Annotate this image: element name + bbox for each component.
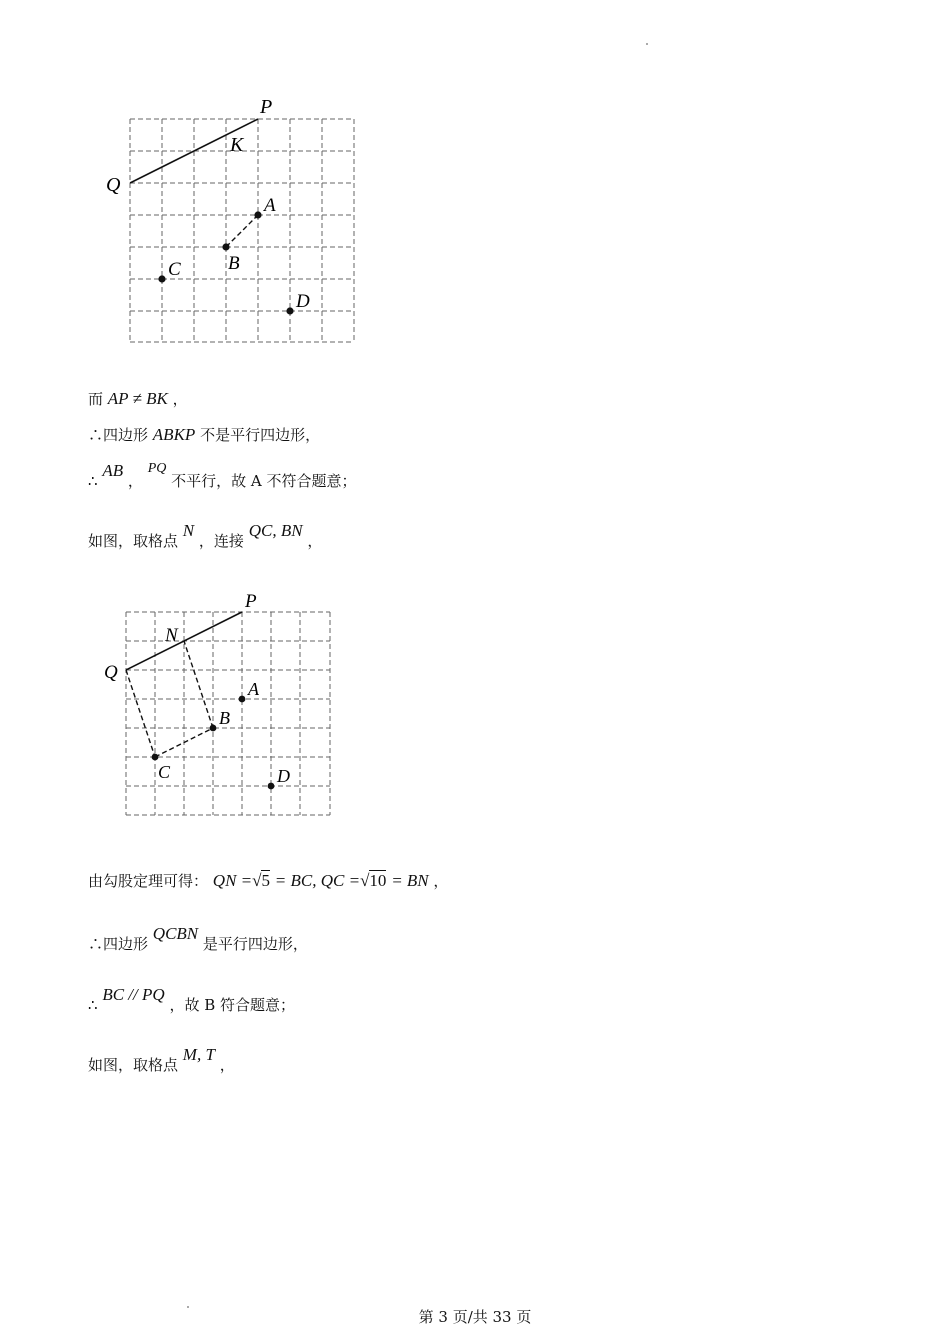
line4-mid: ，连接 bbox=[198, 532, 244, 550]
line4-prefix: 如图，取格点 bbox=[88, 532, 179, 550]
line5-math-part2: = BC, QC = bbox=[274, 871, 361, 890]
sqrt-sign-1: √ bbox=[252, 871, 262, 890]
line6-prefix: ∴四边形 bbox=[88, 935, 149, 953]
label-A-2: A bbox=[248, 679, 259, 699]
line7-math: BC // PQ bbox=[102, 985, 165, 1004]
scan-speck bbox=[646, 43, 648, 45]
line3-suffix: 不平行，故 A 不符合题意； bbox=[171, 472, 357, 490]
text-line-7 bbox=[88, 985, 296, 1015]
label-C-2: C bbox=[158, 762, 171, 782]
line1-math: AP ≠ BK bbox=[107, 389, 168, 408]
label-Q-2: Q bbox=[104, 662, 118, 683]
line3-prefix: ∴ bbox=[88, 472, 98, 490]
line3-math-AB: AB bbox=[102, 461, 124, 480]
line4-math-QC-BN: QC, BN bbox=[248, 521, 303, 540]
line5-math-part3: = BN bbox=[391, 871, 429, 890]
line2-math: ABKP bbox=[152, 425, 196, 444]
label-Q: Q bbox=[106, 174, 121, 196]
line1-prefix: 而 bbox=[88, 390, 104, 408]
text-line-5 bbox=[88, 870, 448, 891]
point-B-2 bbox=[210, 725, 217, 732]
figure-1-grid bbox=[100, 92, 370, 352]
line8-suffix: ， bbox=[219, 1056, 235, 1074]
label-B: B bbox=[228, 253, 240, 274]
line3-math-PQ: PQ bbox=[147, 461, 167, 476]
segment-BN bbox=[184, 641, 213, 728]
line7-prefix: ∴ bbox=[88, 996, 98, 1014]
label-P: P bbox=[260, 96, 273, 118]
sqrt-sign-2: √ bbox=[360, 871, 370, 890]
text-line-6 bbox=[88, 924, 308, 954]
line6-math: QCBN bbox=[152, 924, 199, 943]
label-D-2: D bbox=[277, 766, 290, 786]
line4-math-N: N bbox=[182, 521, 195, 540]
line7-suffix: ，故 B 符合题意； bbox=[169, 996, 296, 1014]
label-C: C bbox=[168, 259, 181, 280]
figure-2-grid bbox=[100, 588, 340, 823]
line1-suffix: ， bbox=[172, 390, 188, 408]
text-line-1 bbox=[88, 388, 188, 409]
line3-sep: ， bbox=[127, 472, 143, 490]
line8-math: M, T bbox=[182, 1045, 215, 1064]
point-C-2 bbox=[152, 754, 159, 761]
line5-suffix: ， bbox=[433, 872, 449, 890]
line2-suffix: 不是平行四边形， bbox=[200, 426, 321, 444]
label-P-2: P bbox=[245, 591, 257, 612]
segment-AB bbox=[226, 215, 258, 247]
label-K: K bbox=[230, 134, 244, 156]
label-D: D bbox=[296, 291, 310, 312]
line5-radicand-1: 5 bbox=[261, 871, 270, 890]
label-A: A bbox=[264, 195, 276, 216]
label-B-2: B bbox=[219, 708, 230, 728]
line5-math-part1: QN = bbox=[212, 871, 253, 890]
point-D bbox=[286, 307, 293, 314]
text-line-8 bbox=[88, 1045, 235, 1075]
label-N-2: N bbox=[165, 625, 178, 646]
text-line-3 bbox=[88, 461, 357, 491]
point-B bbox=[222, 243, 229, 250]
point-A-2 bbox=[239, 696, 246, 703]
line2-prefix: ∴四边形 bbox=[88, 426, 149, 444]
point-A bbox=[254, 211, 261, 218]
text-line-2 bbox=[88, 424, 320, 445]
line5-prefix: 由勾股定理可得： bbox=[88, 872, 209, 890]
segment-QC bbox=[126, 670, 155, 757]
line8-prefix: 如图，取格点 bbox=[88, 1056, 179, 1074]
point-C bbox=[158, 275, 165, 282]
text-line-4 bbox=[88, 521, 323, 551]
line6-suffix: 是平行四边形， bbox=[202, 935, 308, 953]
line4-suffix: ， bbox=[307, 532, 323, 550]
page-footer: 第 3 页/共 33 页 bbox=[418, 1308, 532, 1326]
point-D-2 bbox=[268, 783, 275, 790]
line5-radicand-2: 10 bbox=[369, 871, 387, 890]
